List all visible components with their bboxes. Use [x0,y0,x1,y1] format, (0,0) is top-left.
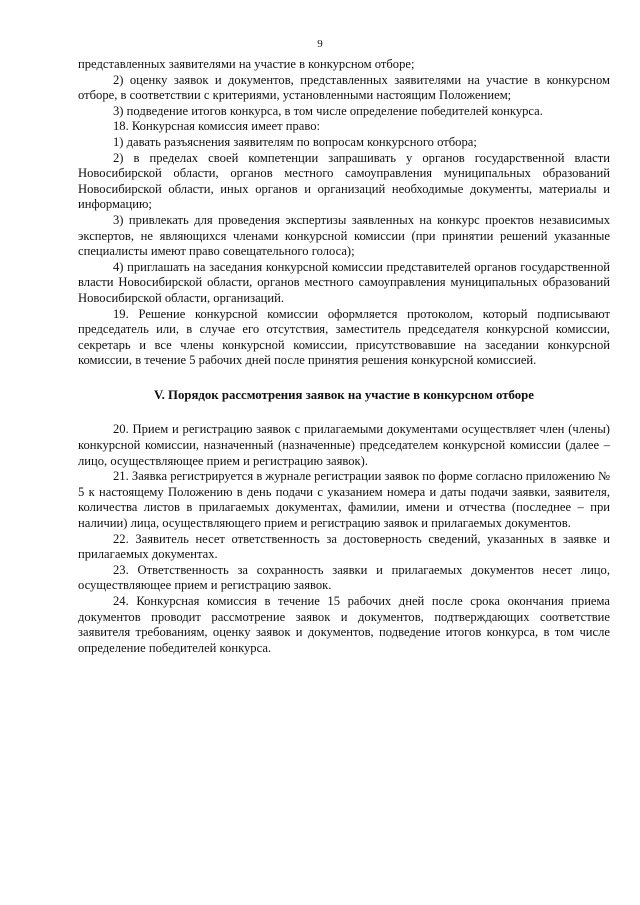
paragraph-item-17-2: 2) оценку заявок и документов, представленных заявителями на участие в конкурсном отборе, в соответствии с критериями, установленными настоящим Положением; [78,72,610,103]
paragraph-clause-21: 21. Заявка регистрируется в журнале регистрации заявок по форме согласно приложению № 5 к настоящему Положению в день подачи с указанием номера и даты подачи заявки, заявителя, количества листов в прилагаемых документах, фамилии, имени и отчества (последнее – при наличии) лица, осуществляющего прием и регистрацию заявок и прилагаемых документов. [78,469,610,531]
paragraph-item-18-1: 1) давать разъяснения заявителям по вопросам конкурсного отбора; [113,134,477,149]
paragraph-clause-20: 20. Прием и регистрацию заявок с прилагаемыми документами осуществляет член (члены) конкурсной комиссии, назначенный (назначенные) председателем конкурсной комиссии (далее – лицо, осуществляющее прием и регистрацию заявок). [78,422,610,468]
document-body [78,57,610,656]
paragraph-clause-23: 23. Ответственность за сохранность заявки и прилагаемых документов несет лицо, осуществляющее прием и регистрацию заявок. [78,562,610,593]
paragraph-clause-18: 18. Конкурсная комиссия имеет право: [113,119,321,134]
paragraph-item-18-3: 3) привлекать для проведения экспертизы заявленных на конкурс проектов независимых экспертов, не являющихся членами конкурсной комиссии (при принятии решений указанные специалисты имеют право совещательного голоса); [78,212,610,259]
paragraph-item-18-2: 2) в пределах своей компетенции запрашивать у органов государственной власти Новосибирской области, органов местного самоуправления муниципальных образований Новосибирской области, иных органов и организаций необходимые документы, материалы и информацию; [78,150,610,212]
paragraph-item-17-3: 3) подведение итогов конкурса, в том числе определение победителей конкурса. [113,103,543,118]
section-heading: V. Порядок рассмотрения заявок на участие в конкурсном отборе [154,387,534,402]
paragraph-item-18-4: 4) приглашать на заседания конкурсной комиссии представителей органов государственной власти Новосибирской области, органов местного самоуправления муниципальных образований Новосибирской области, организаций. [78,259,610,305]
paragraph-clause-22: 22. Заявитель несет ответственность за достоверность сведений, указанных в заявке и прилагаемых документах. [78,531,610,562]
paragraph-clause-19: 19. Решение конкурсной комиссии оформляется протоколом, который подписывают председатель или, в случае его отсутствия, заместитель председателя конкурсной комиссии, секретарь и все члены конкурсной комиссии, присутствовавшие на заседании конкурсной комиссии, в течение 5 рабочих дней после принятия решения конкурсной комиссией. [78,306,610,368]
paragraph-continuation: представленных заявителями на участие в конкурсном отборе; [78,57,415,71]
paragraph-clause-24: 24. Конкурсная комиссия в течение 15 рабочих дней после срока окончания приема документов проводит рассмотрение заявок и документов, подтверждающих соответствие заявителя требованиям, оценку заявок и документов, подведение итогов конкурса, в том числе определение победителей конкурса. [78,594,610,655]
page-number: 9 [317,38,323,50]
